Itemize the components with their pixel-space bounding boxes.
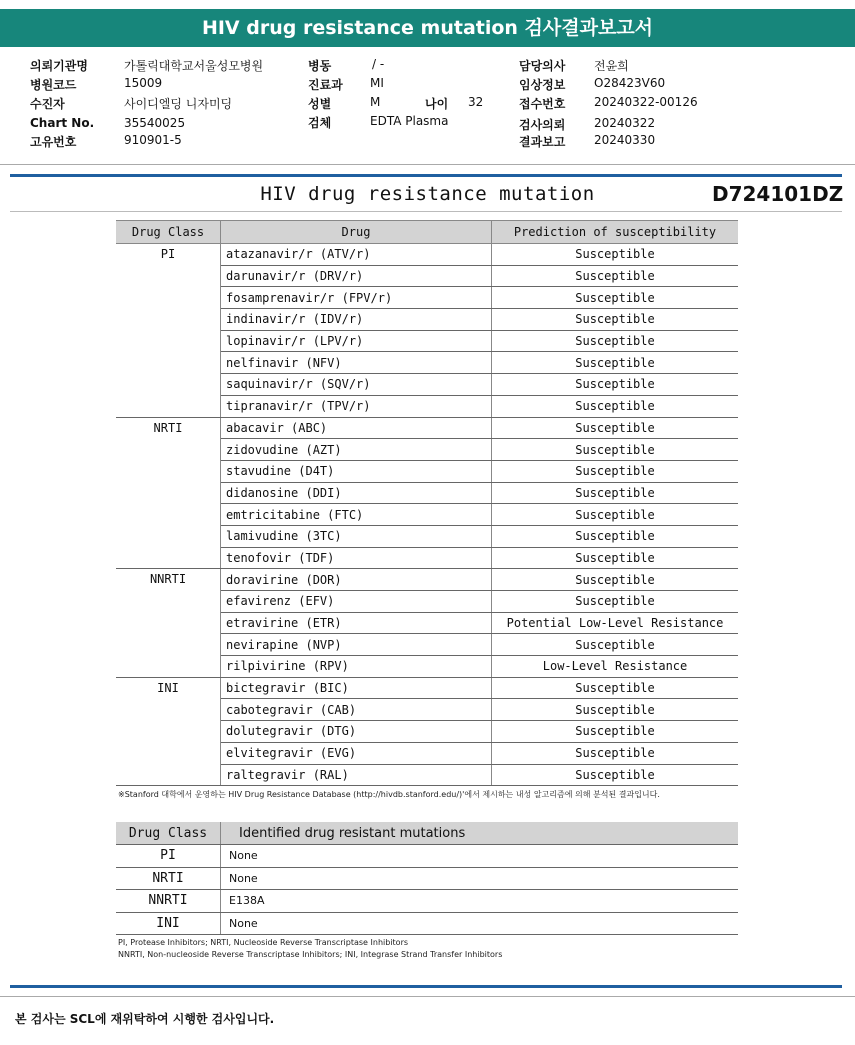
column-header: Prediction of susceptibility — [492, 221, 739, 244]
report-title: HIV drug resistance mutation 검사결과보고서 — [0, 9, 855, 47]
info-label: 나이 — [425, 97, 449, 111]
drug-cell: tenofovir (TDF) — [221, 547, 492, 569]
drug-class-cell: INI — [116, 912, 221, 935]
prediction-cell: Susceptible — [492, 395, 739, 417]
info-label: Chart No. — [30, 116, 95, 130]
divider — [10, 211, 842, 212]
info-label: 결과보고 — [519, 135, 566, 149]
prediction-cell: Susceptible — [492, 634, 739, 656]
drug-cell: nevirapine (NVP) — [221, 634, 492, 656]
info-label: 임상정보 — [519, 78, 566, 92]
info-label: 담당의사 — [519, 59, 566, 73]
drug-class-cell: NRTI — [116, 867, 221, 890]
info-value: 가톨릭대학교서울성모병원 — [124, 59, 264, 73]
table-row — [116, 569, 738, 591]
drug-cell: saquinavir/r (SQV/r) — [221, 374, 492, 396]
info-value: 35540025 — [124, 116, 186, 130]
drug-cell: abacavir (ABC) — [221, 417, 492, 439]
patient-info — [0, 55, 855, 155]
drug-class-cell: PI — [116, 845, 221, 868]
drug-cell: elvitegravir (EVG) — [221, 742, 492, 764]
column-header: Drug Class — [116, 221, 221, 244]
drug-cell: atazanavir/r (ATV/r) — [221, 244, 492, 266]
prediction-cell: Susceptible — [492, 742, 739, 764]
drug-cell: nelfinavir (NFV) — [221, 352, 492, 374]
drug-cell: raltegravir (RAL) — [221, 764, 492, 786]
info-value: 전윤희 — [594, 59, 629, 73]
prediction-cell: Low-Level Resistance — [492, 656, 739, 678]
prediction-cell: Susceptible — [492, 460, 739, 482]
drug-cell: lopinavir/r (LPV/r) — [221, 330, 492, 352]
drug-cell: dolutegravir (DTG) — [221, 721, 492, 743]
drug-cell: emtricitabine (FTC) — [221, 504, 492, 526]
info-label: 고유번호 — [30, 135, 77, 149]
info-label: 접수번호 — [519, 97, 566, 111]
drug-cell: tipranavir/r (TPV/r) — [221, 395, 492, 417]
info-value: 15009 — [124, 76, 163, 90]
prediction-cell: Susceptible — [492, 265, 739, 287]
table-header-row — [116, 221, 738, 244]
table-row — [116, 912, 738, 935]
prediction-cell: Susceptible — [492, 330, 739, 352]
drug-cell: efavirenz (EFV) — [221, 591, 492, 613]
info-label: 의뢰기관명 — [30, 59, 88, 73]
table-row — [116, 867, 738, 890]
prediction-cell: Susceptible — [492, 764, 739, 786]
mutation-table — [116, 822, 738, 935]
prediction-cell: Susceptible — [492, 525, 739, 547]
prediction-cell: Susceptible — [492, 439, 739, 461]
divider — [10, 985, 842, 988]
info-value: 20240322 — [594, 116, 656, 130]
prediction-cell: Susceptible — [492, 309, 739, 331]
info-label: 진료과 — [308, 78, 343, 92]
info-value: 32 — [468, 95, 484, 109]
prediction-cell: Susceptible — [492, 677, 739, 699]
info-value: / - — [372, 57, 385, 71]
database-footnote: ※Stanford 대학에서 운영하는 HIV Drug Resistance Database (http://hivdb.stanford.edu/)'에서 제시하는 내성 알고리즘에 의해 분석된 결과입니다. — [118, 790, 660, 799]
info-label: 병원코드 — [30, 78, 77, 92]
drug-cell: bictegravir (BIC) — [221, 677, 492, 699]
table-row — [116, 677, 738, 699]
info-value: 910901-5 — [124, 133, 182, 147]
info-label: 검체 — [308, 116, 332, 130]
drug-cell: doravirine (DOR) — [221, 569, 492, 591]
table-header-row — [116, 822, 738, 845]
prediction-cell: Susceptible — [492, 547, 739, 569]
referral-note: 본 검사는 SCL에 재위탁하여 시행한 검사입니다. — [15, 1012, 275, 1026]
table-row — [116, 890, 738, 913]
drug-cell: etravirine (ETR) — [221, 612, 492, 634]
column-header: Drug Class — [116, 822, 221, 845]
prediction-cell: Potential Low-Level Resistance — [492, 612, 739, 634]
prediction-cell: Susceptible — [492, 417, 739, 439]
info-label: 검사의뢰 — [519, 118, 566, 132]
drug-cell: darunavir/r (DRV/r) — [221, 265, 492, 287]
info-value: 사이디엘딩 니자미딩 — [124, 97, 233, 111]
drug-cell: didanosine (DDI) — [221, 482, 492, 504]
drug-cell: zidovudine (AZT) — [221, 439, 492, 461]
drug-cell: rilpivirine (RPV) — [221, 656, 492, 678]
info-value: MI — [370, 76, 384, 90]
section-title: HIV drug resistance mutation — [260, 183, 595, 205]
abbreviation-line: NNRTI, Non-nucleoside Reverse Transcriptase Inhibitors; INI, Integrase Strand Transfer Inhibitors — [118, 950, 503, 959]
info-value: M — [370, 95, 381, 109]
drug-cell: indinavir/r (IDV/r) — [221, 309, 492, 331]
prediction-cell: Susceptible — [492, 591, 739, 613]
info-value: O28423V60 — [594, 76, 666, 90]
mutation-cell: None — [221, 912, 739, 935]
drug-cell: cabotegravir (CAB) — [221, 699, 492, 721]
abbreviations — [118, 937, 502, 961]
table-row — [116, 417, 738, 439]
column-header: Drug — [221, 221, 492, 244]
table-row — [116, 845, 738, 868]
info-label: 병동 — [308, 59, 332, 73]
divider — [0, 996, 855, 997]
prediction-cell: Susceptible — [492, 374, 739, 396]
prediction-cell: Susceptible — [492, 699, 739, 721]
table-row — [116, 244, 738, 266]
test-code: D724101DZ — [712, 182, 844, 206]
divider — [10, 174, 842, 177]
mutation-cell: E138A — [221, 890, 739, 913]
prediction-cell: Susceptible — [492, 504, 739, 526]
info-label: 성별 — [308, 97, 332, 111]
column-header: Identified drug resistant mutations — [221, 822, 739, 845]
drug-class-cell: NNRTI — [116, 890, 221, 913]
info-value: 20240322-00126 — [594, 95, 698, 109]
mutation-cell: None — [221, 867, 739, 890]
drug-class-cell: NNRTI — [116, 569, 221, 677]
prediction-cell: Susceptible — [492, 352, 739, 374]
drug-class-cell: INI — [116, 677, 221, 785]
prediction-cell: Susceptible — [492, 721, 739, 743]
prediction-cell: Susceptible — [492, 244, 739, 266]
info-label: 수진자 — [30, 97, 65, 111]
divider — [0, 164, 855, 165]
drug-susceptibility-table — [116, 220, 738, 786]
info-value: EDTA Plasma — [370, 114, 449, 128]
drug-cell: lamivudine (3TC) — [221, 525, 492, 547]
info-value: 20240330 — [594, 133, 656, 147]
prediction-cell: Susceptible — [492, 287, 739, 309]
drug-cell: stavudine (D4T) — [221, 460, 492, 482]
abbreviation-line: PI, Protease Inhibitors; NRTI, Nucleoside Reverse Transcriptase Inhibitors — [118, 938, 409, 947]
drug-class-cell: NRTI — [116, 417, 221, 569]
drug-class-cell: PI — [116, 244, 221, 418]
prediction-cell: Susceptible — [492, 482, 739, 504]
prediction-cell: Susceptible — [492, 569, 739, 591]
drug-cell: fosamprenavir/r (FPV/r) — [221, 287, 492, 309]
mutation-cell: None — [221, 845, 739, 868]
